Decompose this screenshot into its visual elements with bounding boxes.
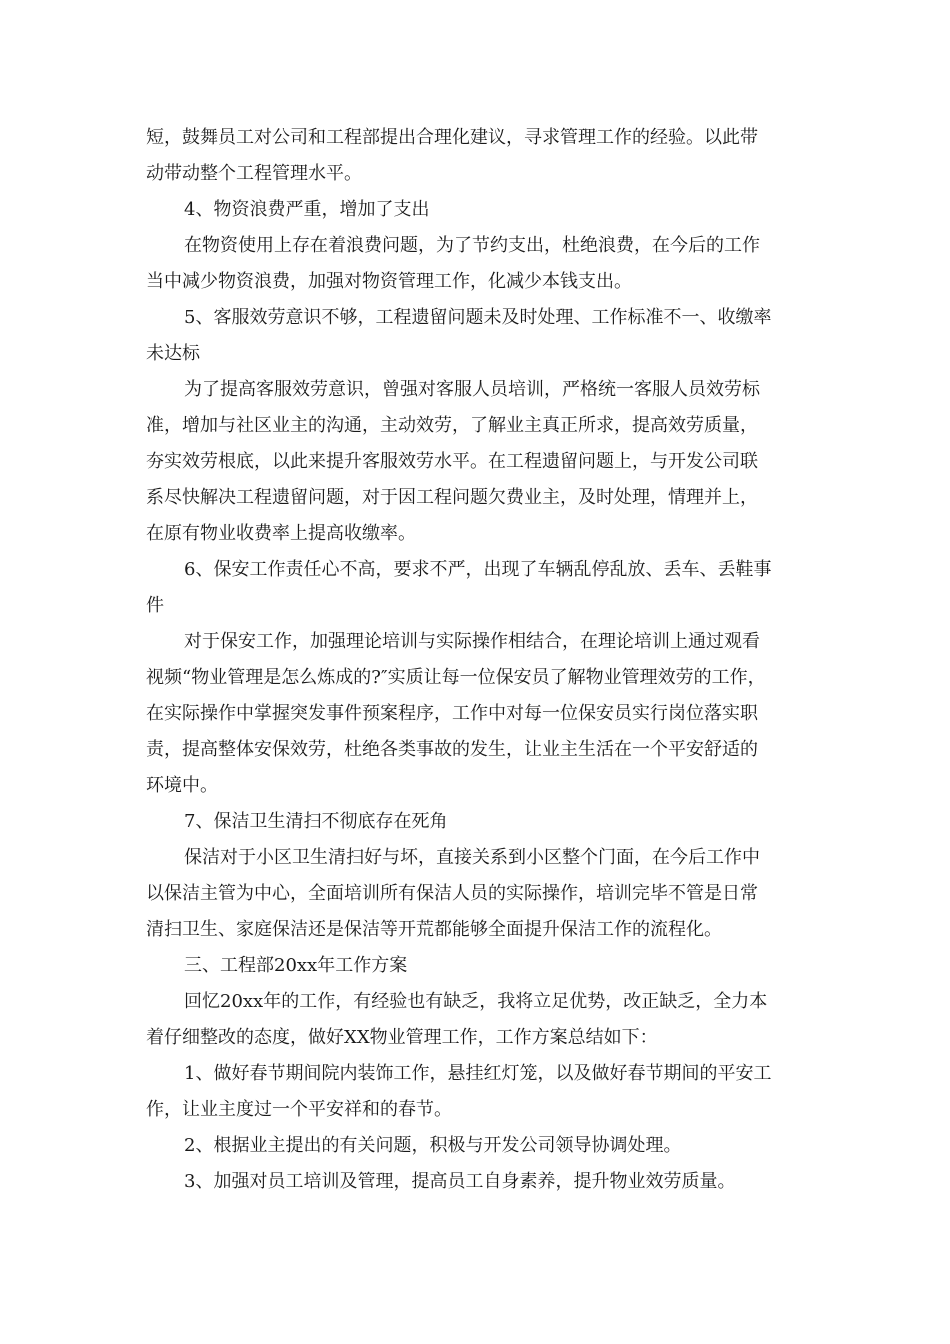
text-line: 保洁对于小区卫生清扫好与坏，直接关系到小区整个门面，在今后工作中 — [184, 847, 760, 868]
paragraph — [146, 552, 818, 624]
text-line: 2、根据业主提出的有关问题，积极与开发公司领导协调处理。 — [184, 1135, 682, 1156]
text-line: 环境中。 — [146, 775, 218, 796]
text-line: 在实际操作中掌握突发事件预案程序，工作中对每一位保安员实行岗位落实职 — [146, 703, 758, 724]
document-body — [146, 120, 818, 1200]
text-line: 在原有物业收费率上提高收缴率。 — [146, 523, 416, 544]
paragraph — [146, 948, 818, 984]
text-line: 件 — [146, 595, 164, 616]
text-line: 作，让业主度过一个平安祥和的春节。 — [146, 1099, 452, 1120]
paragraph — [146, 624, 818, 804]
paragraph — [146, 840, 818, 948]
text-line: 以保洁主管为中心，全面培训所有保洁人员的实际操作，培训完毕不管是日常 — [146, 883, 758, 904]
text-line: 当中减少物资浪费，加强对物资管理工作，化减少本钱支出。 — [146, 271, 632, 292]
text-line: 动带动整个工程管理水平。 — [146, 163, 362, 184]
text-line: 6、保安工作责任心不高，要求不严，出现了车辆乱停乱放、丢车、丢鞋事 — [184, 559, 772, 580]
paragraph — [146, 1164, 818, 1200]
paragraph — [146, 1056, 818, 1128]
text-line: 三、工程部20xx年工作方案 — [184, 955, 408, 976]
text-line: 3、加强对员工培训及管理，提高员工自身素养，提升物业效劳质量。 — [184, 1171, 736, 1192]
paragraph — [146, 192, 818, 228]
text-line: 对于保安工作，加强理论培训与实际操作相结合，在理论培训上通过观看 — [184, 631, 760, 652]
paragraph — [146, 984, 818, 1056]
text-line: 为了提高客服效劳意识，曾强对客服人员培训，严格统一客服人员效劳标 — [184, 379, 760, 400]
paragraph — [146, 300, 818, 372]
text-line: 7、保洁卫生清扫不彻底存在死角 — [184, 811, 448, 832]
paragraph — [146, 804, 818, 840]
text-line: 责，提高整体安保效劳，杜绝各类事故的发生，让业主生活在一个平安舒适的 — [146, 739, 758, 760]
paragraph — [146, 372, 818, 552]
paragraph — [146, 1128, 818, 1164]
text-line: 系尽快解决工程遗留问题，对于因工程问题欠费业主，及时处理，情理并上， — [146, 487, 758, 508]
text-line: 视频“物业管理是怎么炼成的?″实质让每一位保安员了解物业管理效劳的工作， — [146, 667, 766, 688]
text-line: 5、客服效劳意识不够，工程遗留问题未及时处理、工作标准不一、收缴率 — [184, 307, 772, 328]
text-line: 准，增加与社区业主的沟通，主动效劳，了解业主真正所求，提高效劳质量， — [146, 415, 758, 436]
text-line: 4、物资浪费严重，增加了支出 — [184, 199, 430, 220]
paragraph — [146, 228, 818, 300]
text-line: 1、做好春节期间院内装饰工作，悬挂红灯笼，以及做好春节期间的平安工 — [184, 1063, 772, 1084]
text-line: 着仔细整改的态度，做好XX物业管理工作，工作方案总结如下： — [146, 1027, 658, 1048]
text-line: 在物资使用上存在着浪费问题，为了节约支出，杜绝浪费，在今后的工作 — [184, 235, 760, 256]
text-line: 短，鼓舞员工对公司和工程部提出合理化建议，寻求管理工作的经验。以此带 — [146, 127, 758, 148]
paragraph — [146, 120, 818, 192]
text-line: 夯实效劳根底，以此来提升客服效劳水平。在工程遗留问题上，与开发公司联 — [146, 451, 758, 472]
text-line: 未达标 — [146, 343, 200, 364]
text-line: 清扫卫生、家庭保洁还是保洁等开荒都能够全面提升保洁工作的流程化。 — [146, 919, 722, 940]
text-line: 回忆20xx年的工作，有经验也有缺乏，我将立足优势，改正缺乏，全力本 — [184, 991, 768, 1012]
